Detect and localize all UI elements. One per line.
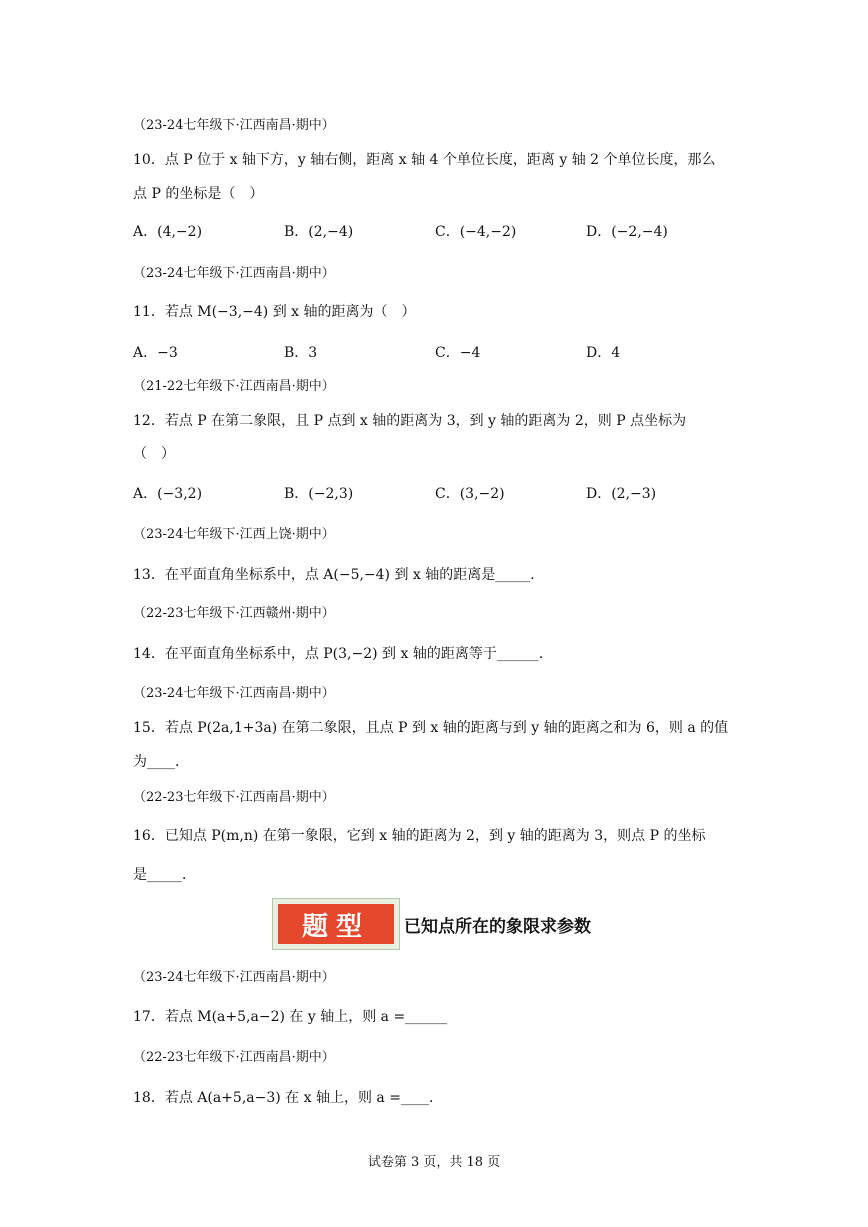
- question-text: 15．若点 P(2a,1+3a) 在第二象限，且点 P 到 x 轴的距离与到 y 轴的距离之和为 6，则 a 的值: [133, 720, 729, 736]
- option-d: D．(−2,−4): [586, 224, 668, 240]
- question-text: 17．若点 M(a+5,a−2) 在 y 轴上，则 a =______: [133, 1009, 448, 1025]
- section-title: 已知点所在的象限求参数: [404, 917, 591, 937]
- question-source: （22-23七年级下·江西赣州·期中）: [133, 606, 335, 621]
- section-badge-label: 题型: [278, 904, 394, 944]
- question-source: （23-24七年级下·江西南昌·期中）: [133, 266, 335, 281]
- option-d: D．(2,−3): [586, 486, 657, 502]
- option-a: A．(−3,2): [133, 486, 203, 502]
- options-row: [133, 483, 737, 503]
- question-text-cont: （ ）: [133, 446, 175, 462]
- question-source: （23-24七年级下·江西南昌·期中）: [133, 686, 335, 701]
- question-text: 12．若点 P 在第二象限，且 P 点到 x 轴的距离为 3，到 y 轴的距离为 2，则 P 点坐标为: [133, 413, 687, 429]
- option-c: C．(3,−2): [435, 486, 505, 502]
- option-a: A．−3: [133, 345, 178, 361]
- question-text-cont: 为____．: [133, 754, 189, 770]
- section-badge: [272, 898, 400, 950]
- options-row: [133, 342, 737, 362]
- question-source: （21-22七年级下·江西南昌·期中）: [133, 379, 335, 394]
- option-c: C．(−4,−2): [435, 224, 517, 240]
- question-text: 14．在平面直角坐标系中，点 P(3,−2) 到 x 轴的距离等于______．: [133, 646, 553, 662]
- question-text: 11．若点 M(−3,−4) 到 x 轴的距离为（ ）: [133, 304, 416, 320]
- question-text: 13．在平面直角坐标系中，点 A(−5,−4) 到 x 轴的距离是_____．: [133, 567, 545, 583]
- question-text: 10．点 P 位于 x 轴下方，y 轴右侧，距离 x 轴 4 个单位长度，距离 y 轴 2 个单位长度，那么: [133, 152, 716, 168]
- page-footer: 试卷第 3 页，共 18 页: [367, 1155, 501, 1170]
- option-c: C．−4: [435, 345, 481, 361]
- option-b: B．(2,−4): [284, 224, 354, 240]
- question-source: （22-23七年级下·江西南昌·期中）: [133, 1050, 335, 1065]
- option-a: A．(4,−2): [133, 224, 203, 240]
- question-text: 16．已知点 P(m,n) 在第一象限，它到 x 轴的距离为 2，到 y 轴的距离为 3，则点 P 的坐标: [133, 828, 706, 844]
- question-source: （23-24七年级下·江西南昌·期中）: [133, 970, 335, 985]
- question-source: （23-24七年级下·江西南昌·期中）: [133, 118, 335, 133]
- question-source: （22-23七年级下·江西南昌·期中）: [133, 790, 335, 805]
- question-text-cont: 是_____．: [133, 867, 196, 883]
- question-source: （23-24七年级下·江西上饶·期中）: [133, 527, 335, 542]
- option-d: D．4: [586, 345, 621, 361]
- option-b: B．3: [284, 345, 318, 361]
- question-text-cont: 点 P 的坐标是（ ）: [133, 186, 264, 202]
- options-row: [133, 221, 737, 241]
- question-text: 18．若点 A(a+5,a−3) 在 x 轴上，则 a =____．: [133, 1090, 443, 1106]
- option-b: B．(−2,3): [284, 486, 354, 502]
